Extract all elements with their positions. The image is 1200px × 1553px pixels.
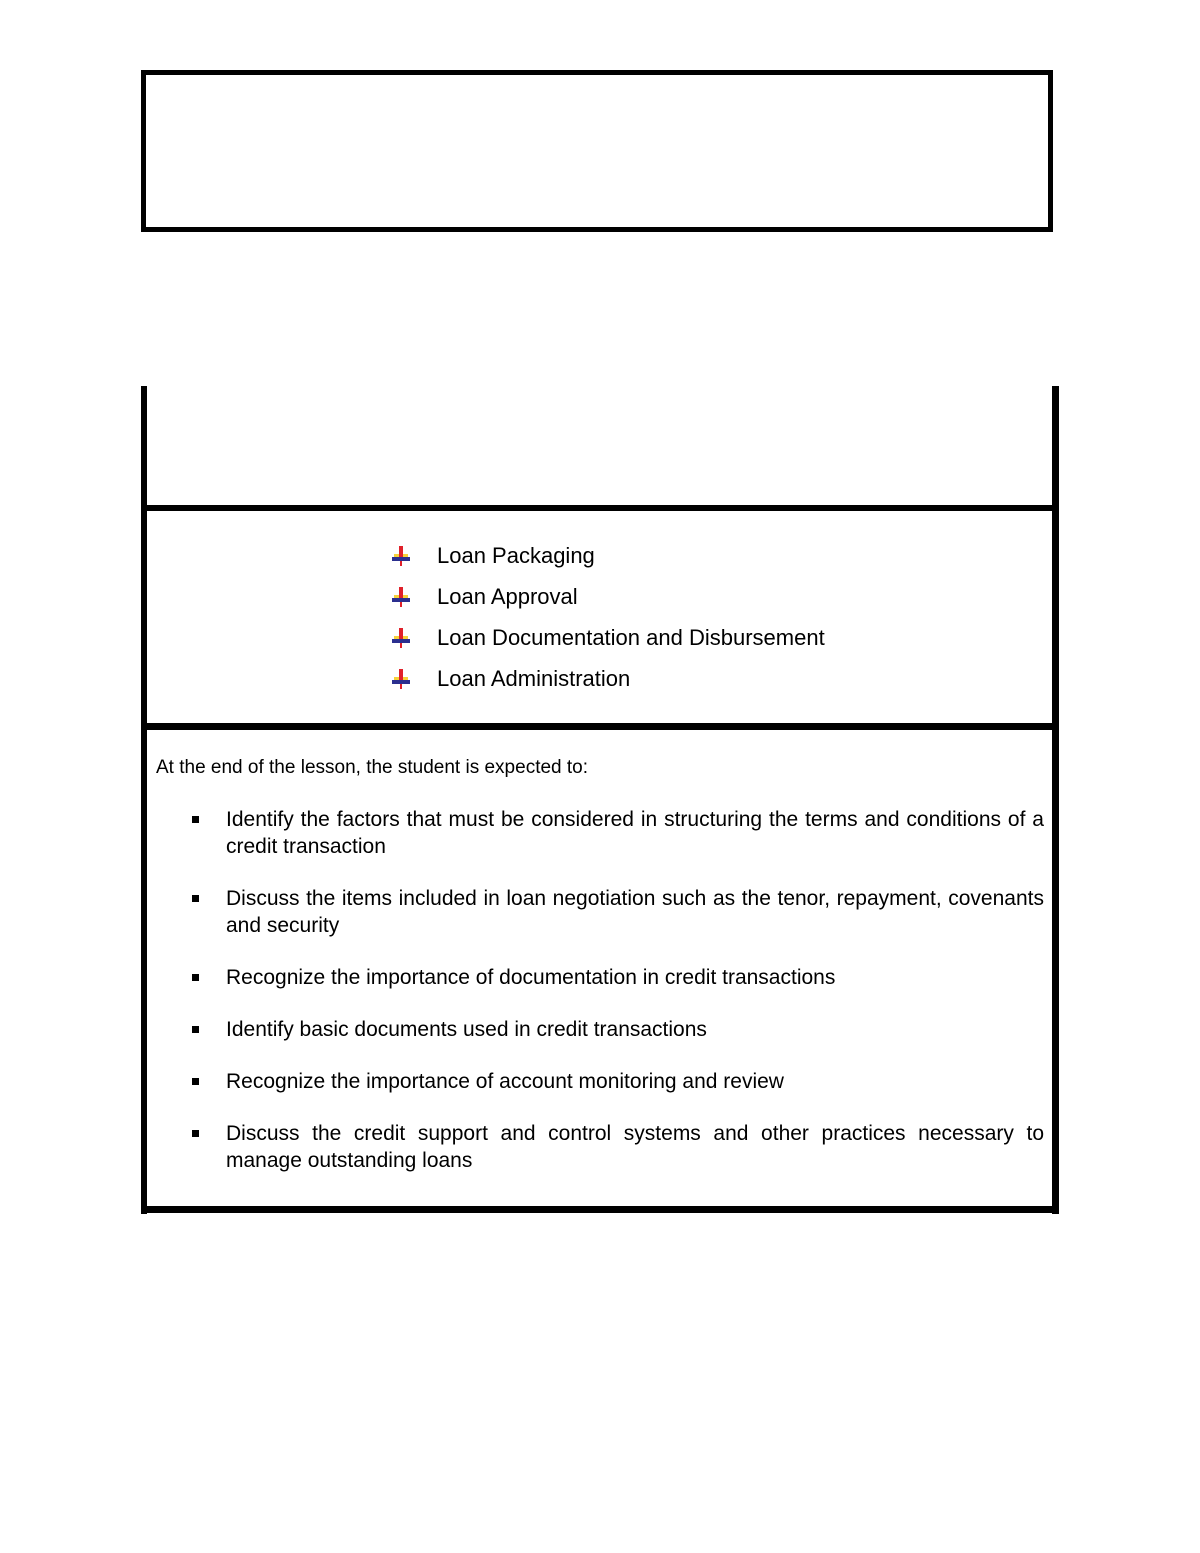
- pin-icon: [390, 545, 412, 567]
- pin-icon: [390, 668, 412, 690]
- objective-text: Identify the factors that must be considered in structuring the terms and conditions of a credit transaction: [226, 808, 1044, 858]
- objective-item: [186, 1120, 1044, 1174]
- objective-text: Discuss the items included in loan negotiation such as the tenor, repayment, covenants and security: [226, 887, 1044, 937]
- topic-item: [390, 576, 825, 617]
- square-bullet-icon: [192, 895, 199, 902]
- objective-text: Recognize the importance of account monitoring and review: [226, 1070, 784, 1093]
- pin-icon: [390, 627, 412, 649]
- objective-item: [186, 964, 1044, 991]
- pin-icon: [390, 586, 412, 608]
- square-bullet-icon: [192, 974, 199, 981]
- square-bullet-icon: [192, 1130, 199, 1137]
- square-bullet-icon: [192, 1078, 199, 1085]
- objective-item: [186, 885, 1044, 939]
- topic-label: Loan Approval: [437, 583, 578, 609]
- topic-label: Loan Documentation and Disbursement: [437, 624, 825, 650]
- topic-item: [390, 658, 825, 699]
- topic-item: [390, 535, 825, 576]
- frame-divider-topics: [141, 505, 1059, 511]
- objective-text: Recognize the importance of documentation in credit transactions: [226, 966, 836, 989]
- objective-text: Identify basic documents used in credit transactions: [226, 1018, 707, 1041]
- objective-item: [186, 1016, 1044, 1043]
- title-box: [141, 70, 1053, 232]
- objective-text: Discuss the credit support and control systems and other practices necessary to manage outstanding loans: [226, 1122, 1044, 1172]
- objectives-intro: At the end of the lesson, the student is expected to:: [156, 757, 589, 778]
- frame-bottom-border: [141, 1206, 1059, 1213]
- objective-item: [186, 806, 1044, 860]
- square-bullet-icon: [192, 816, 199, 823]
- frame-divider-objectives: [141, 723, 1059, 730]
- topics-list: [390, 535, 825, 699]
- topic-item: [390, 617, 825, 658]
- topic-label: Loan Administration: [437, 665, 631, 691]
- square-bullet-icon: [192, 1026, 199, 1033]
- objective-item: [186, 1068, 1044, 1095]
- topic-label: Loan Packaging: [437, 542, 595, 568]
- objectives-list: [186, 806, 1044, 1199]
